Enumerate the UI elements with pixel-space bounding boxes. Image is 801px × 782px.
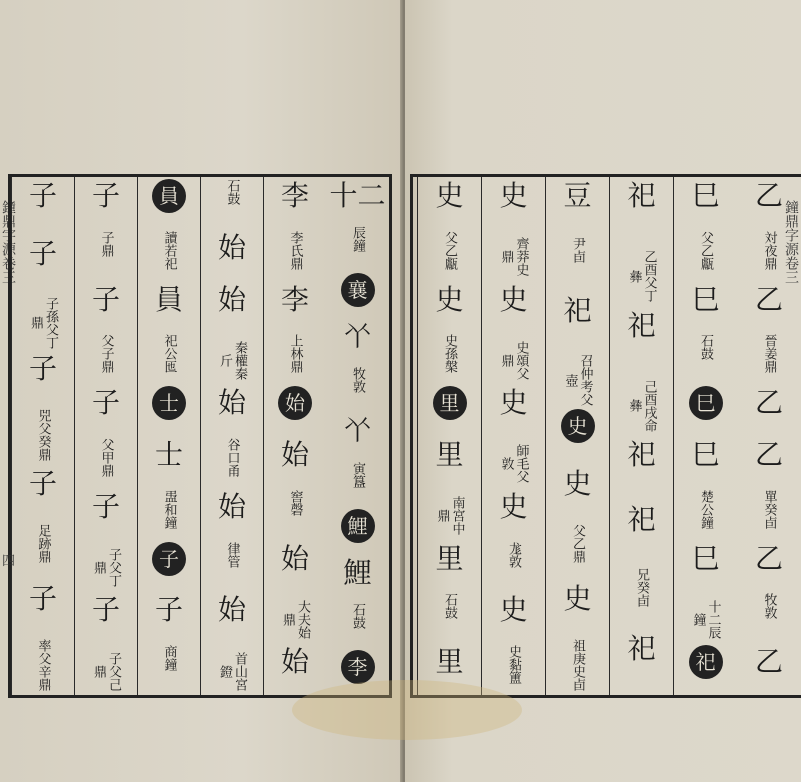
source-annotation [737,231,801,283]
source-annotation [75,231,137,283]
headword-disc-text: 子 [152,542,186,576]
source-annotation [326,603,389,650]
source-annotation-text: 尹卣 [570,236,585,263]
headword-disc-text: 鯉 [341,509,375,543]
seal-glyph-text: 子 [91,282,120,316]
source-annotation-text: 兕父癸鼎 [35,409,51,462]
right-text-frame [410,174,801,698]
seal-glyph [482,283,545,335]
source-annotation-text: 十二辰鐘 [690,599,721,639]
source-annotation-text: 律管 [224,541,240,568]
seal-glyph-text: 史 [435,282,464,316]
seal-glyph-text: 史 [499,593,528,627]
source-annotation-text: 石鼓 [698,334,713,361]
seal-glyph-text: 十二 [329,179,386,212]
seal-glyph-text: 祀 [627,632,656,666]
left-page-column-6 [11,177,74,695]
headword-disc [326,509,389,556]
seal-glyph [138,283,200,335]
source-annotation-text: 首山宮鐙 [217,651,247,691]
source-annotation-text: 晉姜鼎 [761,334,777,374]
seal-glyph [674,283,737,335]
left-page-column-1 [326,177,389,695]
source-annotation [610,244,673,309]
source-annotation [482,542,545,594]
source-annotation-text: 讀若祀 [161,230,177,270]
source-annotation [546,352,609,410]
source-annotation [418,490,481,542]
right-page-column-5 [481,177,545,695]
seal-glyph [326,179,389,226]
seal-glyph-text: 子 [91,179,120,212]
seal-glyph-text: 祀 [627,179,656,212]
source-annotation-text: 史頌父鼎 [498,340,529,380]
seal-glyph-text: 史 [499,489,528,523]
seal-glyph-text: 始 [280,541,309,575]
headword-disc [418,386,481,438]
seal-glyph [737,179,801,231]
seal-glyph-text: 子 [28,351,57,385]
seal-glyph [610,632,673,697]
seal-glyph-text: 乙 [754,282,783,316]
left-page-column-5 [74,177,137,695]
seal-glyph [482,386,545,438]
seal-glyph-text: 里 [435,541,464,575]
source-annotation-text: 楚公鐘 [698,489,713,529]
seal-glyph-text: 始 [217,489,246,523]
headword-disc [138,542,200,594]
seal-glyph [737,386,801,438]
seal-glyph [546,467,609,525]
source-annotation-text: 寅簋 [350,461,365,488]
source-annotation-text: 対夜鼎 [761,230,777,270]
source-annotation-text: 子鼎 [98,230,114,257]
source-annotation [201,542,263,594]
seal-glyph-text: 始 [217,386,246,420]
source-annotation-text: 石鼓 [442,593,457,620]
seal-glyph-text: 祀 [627,438,656,471]
seal-glyph-text: 祀 [627,502,656,536]
seal-glyph-text: 乙 [754,179,783,212]
source-annotation-text: 祖庚史卣 [570,639,585,692]
seal-glyph-text: 子 [91,489,120,523]
seal-glyph [610,503,673,568]
source-annotation-text: 石鼓 [350,602,365,629]
source-annotation-text: 足跡鼎 [35,524,51,564]
source-annotation-text: 子父丁鼎 [91,547,121,587]
headword-disc [674,645,737,697]
headword-disc [138,179,200,231]
seal-glyph [12,467,74,525]
seal-glyph [737,645,801,697]
seal-glyph-text: 子 [28,466,57,500]
source-annotation [138,490,200,542]
source-annotation [326,367,389,414]
seal-glyph-text: 乙 [754,438,783,471]
source-annotation [326,226,389,273]
left-edge-label: 鐘鼎字源卷三 [0,200,16,284]
seal-glyph [546,179,609,237]
seal-glyph [737,542,801,594]
seal-glyph-text: 士 [154,438,183,471]
seal-glyph [482,593,545,645]
seal-glyph-text: 乙 [754,386,783,420]
seal-glyph-text: 始 [280,438,309,471]
seal-glyph-text: 巳 [691,438,720,471]
seal-glyph [326,414,389,461]
source-annotation [12,524,74,582]
seal-glyph [610,438,673,503]
seal-glyph-text: 豆 [563,179,592,212]
seal-glyph-text: 李 [280,179,309,212]
source-annotation-text: 祀公匜 [161,334,177,374]
seal-glyph-text: 李 [280,282,309,316]
source-annotation [12,409,74,467]
seal-glyph [264,645,326,697]
seal-glyph [75,490,137,542]
headword-disc-text: 祀 [689,645,723,679]
source-annotation [12,639,74,697]
seal-glyph [264,542,326,594]
source-annotation-text: 商鐘 [161,645,177,672]
seal-glyph [737,283,801,335]
source-annotation [546,639,609,697]
source-annotation [674,593,737,645]
source-annotation-text: 大夫始鼎 [280,599,310,639]
seal-glyph [264,179,326,231]
seal-glyph-text: 巳 [691,282,720,316]
source-annotation [418,593,481,645]
source-annotation [674,490,737,542]
source-annotation [264,490,326,542]
seal-glyph [75,179,137,231]
headword-disc-text: 史 [561,409,595,443]
seal-glyph [737,438,801,490]
seal-glyph-text: 始 [217,230,246,264]
seal-glyph-text: 里 [435,645,464,679]
seal-glyph-text: 員 [154,282,183,316]
seal-glyph [75,593,137,645]
seal-glyph [546,582,609,640]
headword-disc-text: 襄 [341,273,375,307]
source-annotation [674,231,737,283]
source-annotation-text: 齊莽史鼎 [498,237,529,277]
source-annotation [482,438,545,490]
seal-glyph [264,283,326,335]
source-annotation [75,334,137,386]
source-annotation [201,334,263,386]
source-annotation [482,231,545,283]
seal-glyph-text: 子 [28,179,57,212]
source-annotation [264,334,326,386]
right-edge-label: 鐘鼎字源卷三 [783,200,799,284]
source-annotation [546,524,609,582]
seal-glyph [418,542,481,594]
seal-glyph [326,320,389,367]
source-annotation-text: 率父辛鼎 [35,639,51,692]
source-annotation [12,294,74,352]
source-annotation-text: 乙酉父丁彝 [626,250,657,303]
source-annotation-text: 盄和鐘 [161,489,177,529]
source-annotation-text: 兄癸卣 [634,567,649,607]
source-annotation-text: 窖磬 [287,489,303,516]
seal-glyph [418,179,481,231]
seal-glyph-text: 史 [499,179,528,212]
seal-glyph [12,352,74,410]
source-annotation-text: 父甲鼎 [98,438,114,477]
source-annotation [75,438,137,490]
seal-glyph [482,179,545,231]
seal-glyph [546,294,609,352]
source-annotation [75,542,137,594]
headword-disc-text: 始 [278,386,312,420]
right-page-column-2 [673,177,737,695]
source-annotation-text: 父乙鼎 [570,524,585,564]
right-page-column-4 [545,177,609,695]
source-annotation [201,645,263,697]
source-annotation-text: 秦權秦斤 [217,340,247,380]
seal-glyph [201,231,263,283]
seal-glyph [326,556,389,603]
source-annotation-text: 李氏鼎 [287,230,303,270]
seal-glyph-text: 祀 [563,294,592,328]
seal-glyph [674,438,737,490]
headword-disc [674,386,737,438]
seal-glyph-text: 子 [91,386,120,420]
source-annotation-text: 上林鼎 [287,334,303,374]
seal-glyph [12,179,74,237]
seal-glyph [610,179,673,244]
seal-glyph-text: 子 [28,236,57,270]
source-annotation [326,462,389,509]
paper-stain [292,680,522,740]
source-annotation-text: 牧敦 [761,593,777,620]
headword-disc-text: 里 [433,386,467,420]
left-page-column-2 [263,177,326,695]
seal-glyph [610,309,673,374]
headword-disc-text: 巳 [689,386,723,420]
source-annotation [201,179,263,231]
seal-glyph-text: 巳 [691,179,720,212]
seal-glyph-text: 始 [217,282,246,316]
source-annotation [418,334,481,386]
source-annotation [546,237,609,295]
source-annotation-text: 召仲考父壺 [562,354,593,407]
source-annotation-text: 史孫槃 [442,334,457,374]
source-annotation [201,438,263,490]
seal-glyph [201,490,263,542]
seal-glyph [138,593,200,645]
source-annotation-text: 子孫父丁鼎 [28,296,58,349]
seal-glyph [201,386,263,438]
headword-disc-text: 李 [341,650,375,684]
source-annotation [610,373,673,438]
seal-glyph-text: 巳 [691,541,720,575]
source-annotation [737,334,801,386]
headword-disc [264,386,326,438]
source-annotation [264,231,326,283]
seal-glyph [674,179,737,231]
seal-glyph-text: 史 [499,386,528,420]
seal-glyph [75,283,137,335]
seal-glyph-text: 𠁥 [343,320,372,354]
headword-disc-text: 士 [152,386,186,420]
source-annotation-text: 單癸卣 [761,489,777,529]
seal-glyph-text: 里 [435,438,464,471]
seal-glyph [138,438,200,490]
source-annotation-text: 南宮中鼎 [434,496,465,536]
seal-glyph-text: 子 [28,581,57,615]
seal-glyph-text: 乙 [754,645,783,679]
seal-glyph-text: 乙 [754,541,783,575]
seal-glyph [201,593,263,645]
source-annotation [138,645,200,697]
source-annotation [737,593,801,645]
source-annotation-text: 谷口甬 [224,438,240,477]
headword-disc-text: 員 [152,179,186,213]
seal-glyph [418,438,481,490]
source-annotation-text: 子父己鼎 [91,651,121,691]
source-annotation-text: 父子鼎 [98,334,114,374]
source-annotation [610,568,673,633]
headword-disc [138,386,200,438]
seal-glyph-text: 子 [91,593,120,627]
source-annotation-text: 辰鐘 [350,226,365,253]
source-annotation [737,490,801,542]
source-annotation [75,645,137,697]
seal-glyph-text: 史 [563,581,592,615]
source-annotation-text: 尨敦 [506,541,521,568]
seal-glyph [12,237,74,295]
source-annotation-text: 史黏簠 [506,645,521,685]
seal-glyph [418,283,481,335]
source-annotation [264,593,326,645]
seal-glyph-text: 史 [563,466,592,500]
headword-disc [326,273,389,320]
seal-glyph [12,582,74,640]
right-page-column-6 [417,177,481,695]
source-annotation [138,231,200,283]
source-annotation [482,334,545,386]
right-page-column-3 [609,177,673,695]
seal-glyph-text: 始 [280,645,309,679]
seal-glyph-text: 祀 [627,308,656,342]
source-annotation-text: 師毛父敦 [498,444,529,484]
seal-glyph [264,438,326,490]
source-annotation-text: 石鼓 [224,179,240,205]
source-annotation-text: 父乙甗 [698,230,713,270]
seal-glyph [201,283,263,335]
left-page-column-3 [200,177,263,695]
left-page-column-4 [137,177,200,695]
seal-glyph-text: 鯉 [343,555,372,589]
seal-glyph-text: 𠁥 [343,414,372,448]
seal-glyph [75,386,137,438]
seal-glyph-text: 史 [499,282,528,316]
source-annotation [674,334,737,386]
source-annotation [138,334,200,386]
seal-glyph [482,490,545,542]
source-annotation-text: 牧敦 [350,367,365,394]
seal-glyph [674,542,737,594]
seal-glyph-text: 始 [217,593,246,627]
folio-number: 四 [2,554,16,569]
seal-glyph-text: 史 [435,179,464,212]
headword-disc [546,409,609,467]
source-annotation-text: 己酉戌命彝 [626,379,657,432]
source-annotation-text: 父乙甗 [442,230,457,270]
seal-glyph-text: 子 [154,593,183,627]
right-page-column-1 [737,177,801,695]
left-text-frame [8,174,392,698]
source-annotation [418,231,481,283]
